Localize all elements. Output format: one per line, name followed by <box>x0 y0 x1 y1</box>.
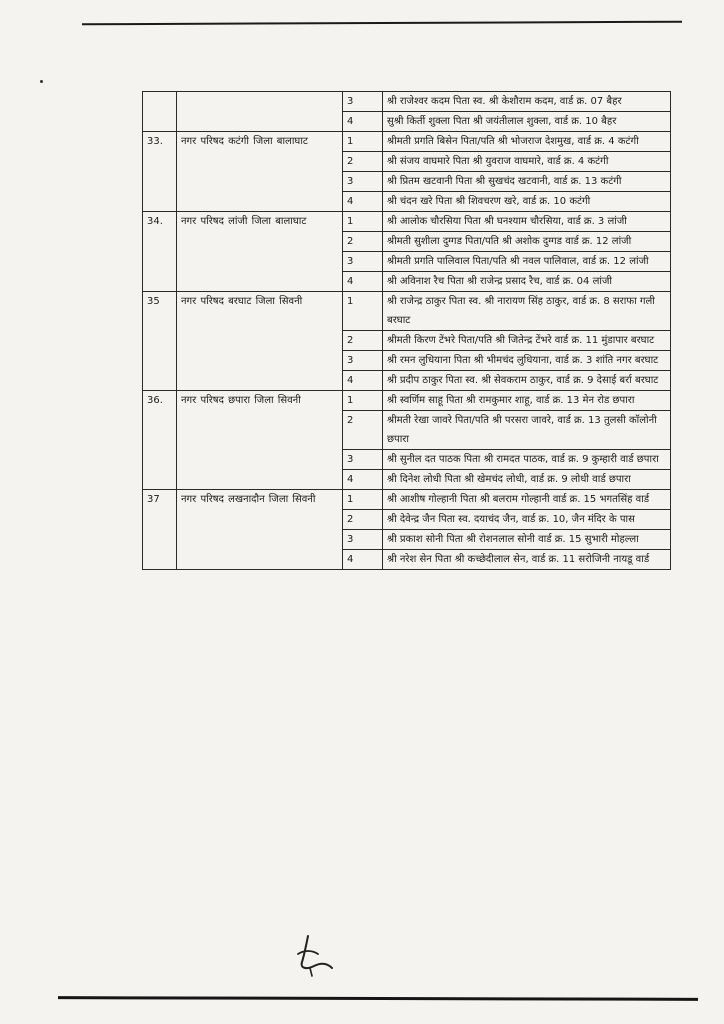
table-body <box>143 92 671 570</box>
member-name-cell: श्रीमती रेखा जावरे पिता/पति श्री परसरा जावरे, वार्ड क्र. 13 तुलसी कॉलोनी छपारा <box>383 411 671 450</box>
member-number-cell: 3 <box>343 252 383 272</box>
serial-number-cell: 35 <box>143 292 177 391</box>
serial-number-cell <box>143 92 177 132</box>
member-name-cell: श्री देवेन्द्र जैन पिता स्व. दयाचंद जैन, वार्ड क्र. 10, जैन मंदिर के पास <box>383 510 671 530</box>
bottom-border-line <box>58 996 698 1001</box>
member-name-cell: श्री आलोक चौरसिया पिता श्री घनश्याम चौरसिया, वार्ड क्र. 3 लांजी <box>383 212 671 232</box>
member-name-cell: श्रीमती प्रगति बिसेन पिता/पति श्री भोजराज देशमुख, वार्ड क्र. 4 कटंगी <box>383 132 671 152</box>
table-row <box>143 132 671 152</box>
nagar-parishad-cell: नगर परिषद बरघाट जिला सिवनी <box>177 292 343 391</box>
member-number-cell: 2 <box>343 510 383 530</box>
member-number-cell: 4 <box>343 192 383 212</box>
member-name-cell: श्री आशीष गोल्हानी पिता श्री बलराम गोल्हानी वार्ड क्र. 15 भगतसिंह वार्ड <box>383 490 671 510</box>
member-number-cell: 3 <box>343 450 383 470</box>
table-row <box>143 391 671 411</box>
member-name-cell: श्री राजेन्द्र ठाकुर पिता स्व. श्री नारायण सिंह ठाकुर, वार्ड क्र. 8 सराफा गली बरघाट <box>383 292 671 331</box>
member-name-cell: श्रीमती किरण टेंभरे पिता/पति श्री जितेन्द्र टेंभरे वार्ड क्र. 11 मुंडापार बरघाट <box>383 331 671 351</box>
member-name-cell: श्री नरेश सेन पिता श्री कच्छेदीलाल सेन, वार्ड क्र. 11 सरोजिनी नायडू वार्ड <box>383 550 671 570</box>
member-number-cell: 4 <box>343 470 383 490</box>
member-name-cell: श्री प्रदीप ठाकुर पिता स्व. श्री सेवकराम ठाकुर, वार्ड क्र. 9 देसाई बर्रा बरघाट <box>383 371 671 391</box>
top-border-line <box>82 21 682 26</box>
member-number-cell: 3 <box>343 172 383 192</box>
member-number-cell: 1 <box>343 391 383 411</box>
member-name-cell: श्री दिनेश लोधी पिता श्री खेमचंद लोधी, वार्ड क्र. 9 लोधी वार्ड छपारा <box>383 470 671 490</box>
nagar-parishad-cell: नगर परिषद लखनादौन जिला सिवनी <box>177 490 343 570</box>
member-name-cell: श्री चंदन खरे पिता श्री शिवचरण खरे, वार्ड क्र. 10 कटंगी <box>383 192 671 212</box>
member-number-cell: 2 <box>343 331 383 351</box>
serial-number-cell: 36. <box>143 391 177 490</box>
member-name-cell: श्री रमन लुधियाना पिता श्री भीमचंद लुधियाना, वार्ड क्र. 3 शांति नगर बरघाट <box>383 351 671 371</box>
member-name-cell: श्री सुनील दत पाठक पिता श्री रामदत पाठक, वार्ड क्र. 9 कुम्हारी वार्ड छपारा <box>383 450 671 470</box>
member-number-cell: 4 <box>343 371 383 391</box>
table-row <box>143 292 671 331</box>
member-number-cell: 4 <box>343 550 383 570</box>
nagar-parishad-cell <box>177 92 343 132</box>
member-number-cell: 1 <box>343 132 383 152</box>
member-number-cell: 4 <box>343 112 383 132</box>
member-number-cell: 4 <box>343 272 383 292</box>
serial-number-cell: 34. <box>143 212 177 292</box>
member-name-cell: सुश्री किर्ती शुक्ला पिता श्री जयंतीलाल शुक्ला, वार्ड क्र. 10 बैहर <box>383 112 671 132</box>
table-row <box>143 212 671 232</box>
scan-speck <box>40 80 43 83</box>
serial-number-cell: 37 <box>143 490 177 570</box>
nominations-table <box>142 91 671 570</box>
member-name-cell: श्री संजय वाघमारे पिता श्री युवराज वाघमारे, वार्ड क्र. 4 कटंगी <box>383 152 671 172</box>
nagar-parishad-cell: नगर परिषद कटंगी जिला बालाघाट <box>177 132 343 212</box>
member-number-cell: 2 <box>343 411 383 450</box>
signature-mark <box>288 932 338 980</box>
member-number-cell: 3 <box>343 351 383 371</box>
nagar-parishad-cell: नगर परिषद लांजी जिला बालाघाट <box>177 212 343 292</box>
member-number-cell: 1 <box>343 212 383 232</box>
nagar-parishad-cell: नगर परिषद छपारा जिला सिवनी <box>177 391 343 490</box>
member-name-cell: श्री स्वर्णिम साहू पिता श्री रामकुमार शाहू, वार्ड क्र. 13 मेन रोड छपारा <box>383 391 671 411</box>
member-name-cell: श्रीमती सुशीला दुग्गड पिता/पति श्री अशोक दुग्गड वार्ड क्र. 12 लांजी <box>383 232 671 252</box>
member-name-cell: श्री अविनाश रैच पिता श्री राजेन्द्र प्रसाद रैच, वार्ड क्र. 04 लांजी <box>383 272 671 292</box>
table-row <box>143 92 671 112</box>
member-number-cell: 2 <box>343 152 383 172</box>
member-name-cell: श्रीमती प्रगति पालिवाल पिता/पति श्री नवल पालिवाल, वार्ड क्र. 12 लांजी <box>383 252 671 272</box>
member-number-cell: 2 <box>343 232 383 252</box>
member-name-cell: श्री राजेश्वर कदम पिता स्व. श्री केशौराम कदम, वार्ड क्र. 07 बैहर <box>383 92 671 112</box>
table-row <box>143 490 671 510</box>
member-number-cell: 1 <box>343 292 383 331</box>
member-number-cell: 3 <box>343 92 383 112</box>
serial-number-cell: 33. <box>143 132 177 212</box>
member-number-cell: 3 <box>343 530 383 550</box>
member-number-cell: 1 <box>343 490 383 510</box>
member-name-cell: श्री प्रकाश सोनी पिता श्री रोशनलाल सोनी वार्ड क्र. 15 सुभारी मोहल्ला <box>383 530 671 550</box>
member-name-cell: श्री प्रितम खटवानी पिता श्री सुखचंद खटवानी, वार्ड क्र. 13 कटंगी <box>383 172 671 192</box>
